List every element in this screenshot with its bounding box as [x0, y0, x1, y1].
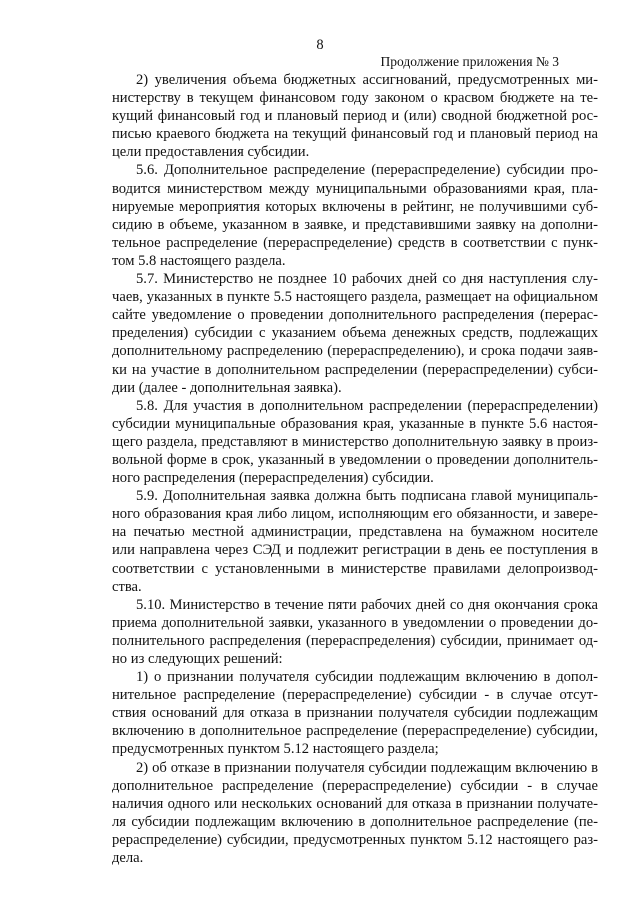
document-body: [112, 71, 598, 867]
paragraph-5-6: 5.6. Дополнительное распределение (перераспределение) субсидии проводится министерством между муниципальными образованиями края, планируемые мероприятия которых включены в рейтинг, не получившими субсидию в объеме, указанном в заявке, и представившими заявку на дополнительное распределение (перераспределение) средств в соответствии с пунктом 5.8 настоящего раздела.: [112, 162, 598, 269]
continuation-note: Продолжение приложения № 3: [380, 54, 559, 69]
paragraph-5-8: 5.8. Для участия в дополнительном распределении (перераспределении) субсидии муниципальные образования края, указанные в пункте 5.6 настоящего раздела, представляют в министерство дополнительную заявку в произвольной форме в срок, указанный в уведомлении о проведении дополнительного распределения (перераспределения) субсидии.: [112, 397, 598, 487]
paragraph-5-10: 5.10. Министерство в течение пяти рабочих дней со дня окончания срока приема дополнительной заявки, указанного в уведомлении о проведении дополнительного распределения (перераспределения) субсидии, принимает одно из следующих решений:: [112, 596, 598, 667]
page-number: 8: [316, 37, 324, 53]
paragraph-5-10-item-1: 1) о признании получателя субсидии подлежащим включению в дополнительное распределение (перераспределение) субсидии - в случае отсутствия оснований для отказа в признании получателя субсидии подлежащим включению в дополнительное распределение (перераспределение) субсидии, предусмотренных пунктом 5.12 настоящего раздела;: [112, 669, 598, 758]
paragraph-5-9: 5.9. Дополнительная заявка должна быть подписана главой муниципального образования края либо лицом, исполняющим его обязанности, и заверeна печатью местной администрации, представлена на бумажном носителе или направлена через СЭД и подлежит регистрации в день ее поступления в соответствии с установленными в министерстве правилами делопроизводства.: [112, 488, 598, 595]
paragraph-5-10-item-2: 2) об отказе в признании получателя субсидии подлежащим включению в дополнительное распределение (перераспределение) субсидии - в случае наличия одного или нескольких оснований для отказа в признании получателя субсидии подлежащим включению в дополнительное распределение (перераспределение) субсидии, предусмотренных пунктом 5.12 настоящего раздела.: [112, 759, 598, 867]
paragraph-item-2: 2) увеличения объема бюджетных ассигнований, предусмотренных министерству в текущем финансовом году законом о красвом бюджете на текущий финансовый год и плановый период и (или) сводной бюджетной росписью краевого бюджета на текущий финансовый год и плановый период на цели предоставления субсидии.: [112, 72, 598, 161]
paragraph-5-7: 5.7. Министерство не позднее 10 рабочих дней со дня наступления случаев, указанных в пункте 5.5 настоящего раздела, размещает на официальном сайте уведомление о проведении дополнительного распределения (перераспределения) субсидии с указанием объема денежных средств, подлежащих дополнительному распределению (перераспределению), и срока подачи заявки на участие в дополнительном распределении (перераспределении) субсидии (далее - дополнительная заявка).: [112, 271, 598, 396]
